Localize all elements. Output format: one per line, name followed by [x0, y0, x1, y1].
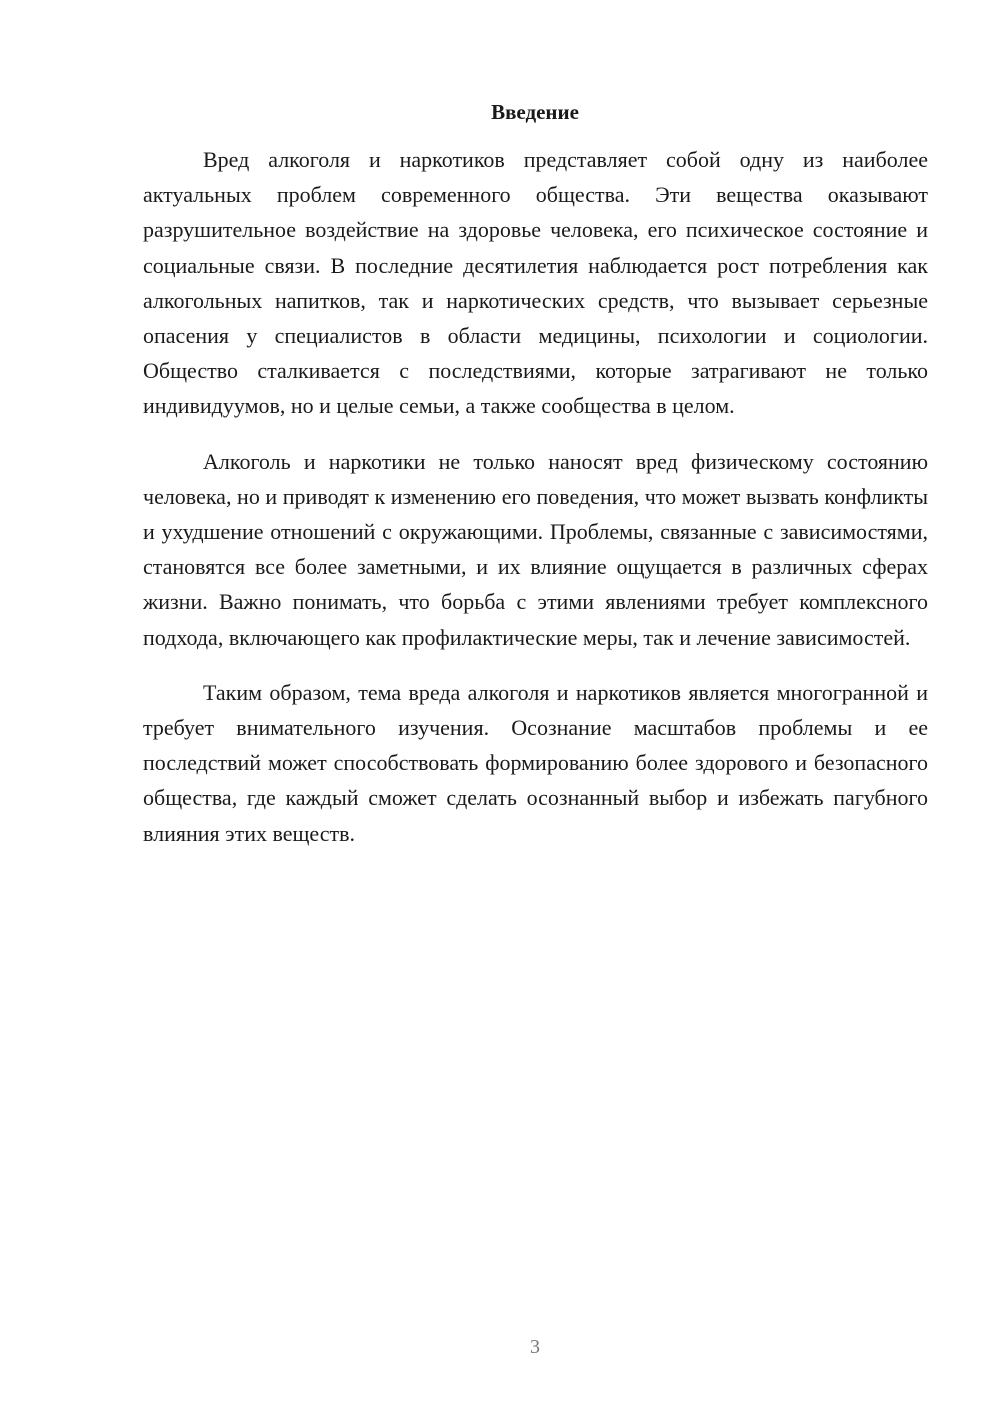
paragraph-1: Вред алкоголя и наркотиков представляет собой одну из наиболее актуальных проблем современного общества. Эти вещества оказывают разрушительное воздействие на здоровье человека, его психическое состояние и социальные связи. В последние десятилетия наблюдается рост потребления как алкогольных напитков, так и наркотических средств, что вызывает серьезные опасения у специалистов в области медицины, психологии и социологии. Общество сталкивается с последствиями, которые затрагивают не только индивидуумов, но и целые семьи, а также сообщества в целом. — [143, 147, 928, 419]
document-body — [143, 142, 928, 871]
section-title: Введение — [491, 100, 579, 124]
paragraph-2: Алкоголь и наркотики не только наносят вред физическому состоянию человека, но и приводят к изменению его поведения, что может вызвать конфликты и ухудшение отношений с окружающими. Проблемы, связанные с зависимостями, становятся все более заметными, и их влияние ощущается в различных сферах жизни. Важно понимать, что борьба с этими явлениями требует комплексного подхода, включающего как профилактические меры, так и лечение зависимостей. — [143, 448, 928, 650]
paragraph-3: Таким образом, тема вреда алкоголя и наркотиков является многогранной и требует внимательного изучения. Осознание масштабов проблемы и ее последствий может способствовать формированию более здорового и безопасного общества, где каждый сможет сделать осознанный выбор и избежать пагубного влияния этих веществ. — [143, 679, 928, 846]
page-number: 3 — [530, 1336, 540, 1358]
